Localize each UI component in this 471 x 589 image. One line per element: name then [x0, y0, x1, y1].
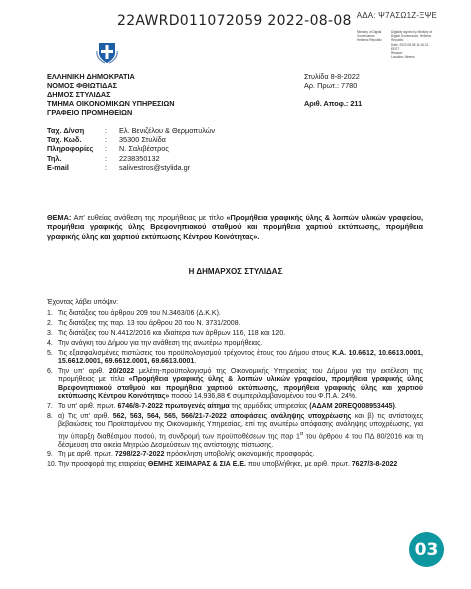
- considerations-intro: Έχοντας λάβει υπόψιν:: [47, 299, 119, 306]
- contact-value: Ελ. Βενιζέλου & Θερμοπυλών: [119, 126, 216, 135]
- list-item: [47, 350, 423, 367]
- signature-line: Location: Athens: [391, 55, 415, 60]
- document-reference: [304, 72, 362, 108]
- signature-line: Date: 2022.08.08 11:16:21: [391, 42, 429, 47]
- header-line: ΝΟΜΟΣ ΦΘΙΩΤΙΔΑΣ: [47, 81, 118, 90]
- list-item: [47, 403, 423, 411]
- contact-value: 35300 Στυλίδα: [119, 135, 166, 145]
- list-item-number: 9.: [47, 451, 53, 459]
- contact-value: salivestros@stylida.gr: [119, 162, 191, 172]
- contact-label: Τηλ.: [47, 153, 62, 163]
- list-item-number: 2.: [47, 319, 53, 327]
- list-item-number: 4.: [47, 339, 53, 347]
- header-line: ΔΗΜΟΣ ΣΤΥΛΙΔΑΣ: [47, 90, 111, 99]
- decision-number: [304, 99, 362, 108]
- list-item: [47, 368, 423, 402]
- list-item-number: 6.: [47, 367, 53, 375]
- issuer-header: [47, 72, 175, 117]
- list-item-text: α) Τις υπ' αριθ. 562, 563, 564, 565, 566/21-7-2022 αποφάσεις ανάληψης υποχρέωσης και β) τις αντίστοιχες βεβαιώσεις του Προϊσταμένου της Οικονομικής Υπηρεσίας, επί της ανωτέρω απόφασης ανάληψης υποχρέωσης, για την ύπαρξη διαθέσιμου ποσού, τη συνδρομή των προϋποθέσεων της παρ $1^\alpha$ του άρθρου 4 του ΠΔ 80/2016 και τη δέσμευση στα οικεία Μητρώο Δεσμεύσεων της αντίστοιχης πίστωσης.: [58, 412, 423, 449]
- list-item-text: Τις εξασφαλισμένες πιστώσεις του προϋπολογισμού τρέχοντος έτους του Δήμου στους Κ.Α. 10.6612, 10.6613.0001, 15.6612.0001, 69.6612.0001, 69.6613.0001.: [58, 349, 424, 366]
- contact-label: Ταχ. Κωδ.: [47, 135, 82, 145]
- subject-label: ΘΕΜΑ:: [47, 213, 72, 222]
- list-item-text: Την ανάγκη του Δήμου για την ανάθεση της ανωτέρω προμήθειας.: [58, 339, 263, 347]
- decision-label: Αριθ. Αποφ.:: [304, 99, 349, 108]
- document-id: 22AWRD011072059 2022-08-08: [117, 13, 352, 29]
- contact-row: [47, 144, 215, 153]
- list-item-text: Την προσφορά της εταιρείας ΘΕΜΗΣ ΧΕΙΜΑΡΑΣ & ΣΙΑ Ε.Ε. που υποβλήθηκε, με αριθ. πρωτ. 7627/3-8-2022: [58, 461, 398, 469]
- contact-row: [47, 135, 215, 144]
- list-item-text: Τη με αριθ. πρωτ. 7298/22-7-2022 πρόσκληση υποβολής οικονομικής προσφοράς.: [58, 451, 315, 459]
- digital-signature-box: [357, 30, 451, 63]
- list-item-text: Τις διατάξεις της παρ. 13 του άρθρου 20 του Ν. 3731/2008.: [58, 319, 241, 327]
- list-item-text: Τις διατάξεις του άρθρου 209 του Ν.3463/06 (Δ.Κ.Κ).: [58, 310, 221, 317]
- subject-paragraph: [47, 213, 423, 241]
- contact-row: [47, 163, 215, 172]
- contact-label: Ταχ. Δ/νση: [47, 126, 85, 135]
- contact-separator: :: [105, 135, 108, 145]
- contact-row: [47, 126, 215, 135]
- contact-label: Πληροφορίες: [47, 144, 94, 154]
- subject-intro: Απ' ευθείας ανάθεση της προμήθειας με τίτλο: [71, 213, 227, 222]
- signature-line: Digitally signed by Ministry of: [391, 30, 433, 34]
- list-item: [47, 320, 423, 328]
- signature-line: Reason:: [391, 51, 403, 56]
- contact-value: Ν. Σαλιβέστρος: [119, 144, 169, 154]
- page-number-badge: 03: [409, 532, 444, 567]
- list-item: [47, 330, 423, 338]
- contact-separator: :: [105, 126, 108, 135]
- list-item-text: Το υπ' αριθ. πρωτ. 6746/8-7-2022 πρωτογενές αίτημα της αρμόδιας υπηρεσίας (ΑΔΑΜ 20REQ008953445).: [58, 403, 397, 411]
- greek-emblem-icon: [96, 41, 118, 64]
- contact-separator: :: [105, 162, 108, 172]
- list-item: [47, 340, 423, 348]
- contact-block: [47, 126, 215, 172]
- list-item: [47, 451, 423, 459]
- contact-label: E-mail: [47, 162, 69, 172]
- ada-code: ΑΔΑ: Ψ7ΑΣΩ1Ζ-ΞΨΕ: [356, 11, 437, 20]
- signature-details: [391, 30, 451, 59]
- header-line: ΤΜΗΜΑ ΟΙΚΟΝΟΜΙΚΩΝ ΥΠΗΡΕΣΙΩΝ: [47, 99, 175, 108]
- list-item-number: 8.: [47, 412, 53, 420]
- list-item-text: Τις διατάξεις του Ν.4412/2016 και ιδιαίτερα των άρθρων 116, 118 και 120.: [58, 329, 286, 337]
- list-item-number: 7.: [47, 403, 53, 411]
- considerations-list: [47, 310, 423, 471]
- contact-row: [47, 154, 215, 163]
- contact-value: 2238350132: [119, 153, 160, 163]
- list-item-number: 1.: [47, 310, 53, 317]
- list-item: [47, 461, 423, 469]
- signature-authority: [357, 30, 387, 43]
- signature-line: Governance,: [357, 34, 376, 39]
- mayor-heading: Η ΔΗΜΑΡΧΟΣ ΣΤΥΛΙΔΑΣ: [188, 267, 283, 276]
- protocol-number: Αρ. Πρωτ.: 7780: [304, 81, 358, 90]
- header-line: ΕΛΛΗΝΙΚΗ ΔΗΜΟΚΡΑΤΙΑ: [47, 72, 135, 81]
- subject-title: «Προμήθεια γραφικής ύλης & λοιπών υλικών γραφείου, προμήθεια γραφικής ύλης Βρεφονηπιακού σταθμού και προμήθεια χαρτιού εκτύπωσης, προμήθεια γραφικής ύλης και χαρτιού εκτύπωσης Κέντρου Κοινότητας».: [47, 213, 423, 241]
- signature-line: EEST: [391, 46, 400, 51]
- contact-separator: :: [105, 144, 108, 154]
- contact-separator: :: [105, 153, 108, 163]
- list-item-text: Την υπ' αριθ. 20/2022 μελέτη-προϋπολογισμό της Οικονομικής Υπηρεσίας του Δήμου για την εκτέλεση της προμήθειας με τίτλο «Προμήθεια γραφικής ύλης & λοιπών υλικών γραφείου, προμήθεια γραφικής ύλης Βρεφονηπιακού σταθμού και προμήθεια χαρτιού εκτύπωσης, προμήθεια γραφικής ύλης και χαρτιού εκτύπωσης Κέντρου Κοινότητας» ποσού 14.936,88 € συμπεριλαμβανομένου του Φ.Π.Α. 24%.: [58, 367, 423, 401]
- list-item-number: 3.: [47, 329, 53, 337]
- list-item-number: 5.: [47, 349, 53, 357]
- list-item-number: 10.: [47, 461, 57, 469]
- signature-line: Digital Governance, Hellenic: [391, 34, 432, 39]
- signature-line: Republic: [391, 38, 404, 43]
- signature-line: Hellenic Republic: [357, 38, 382, 43]
- decision-value: 211: [350, 99, 363, 108]
- list-item: [47, 413, 423, 450]
- list-item: [47, 310, 423, 318]
- document-date: Στυλίδα 8-8-2022: [304, 72, 360, 81]
- header-line: ΓΡΑΦΕΙΟ ΠΡΟΜΗΘΕΙΩΝ: [47, 108, 133, 117]
- signature-line: Ministry of Digital: [357, 30, 382, 34]
